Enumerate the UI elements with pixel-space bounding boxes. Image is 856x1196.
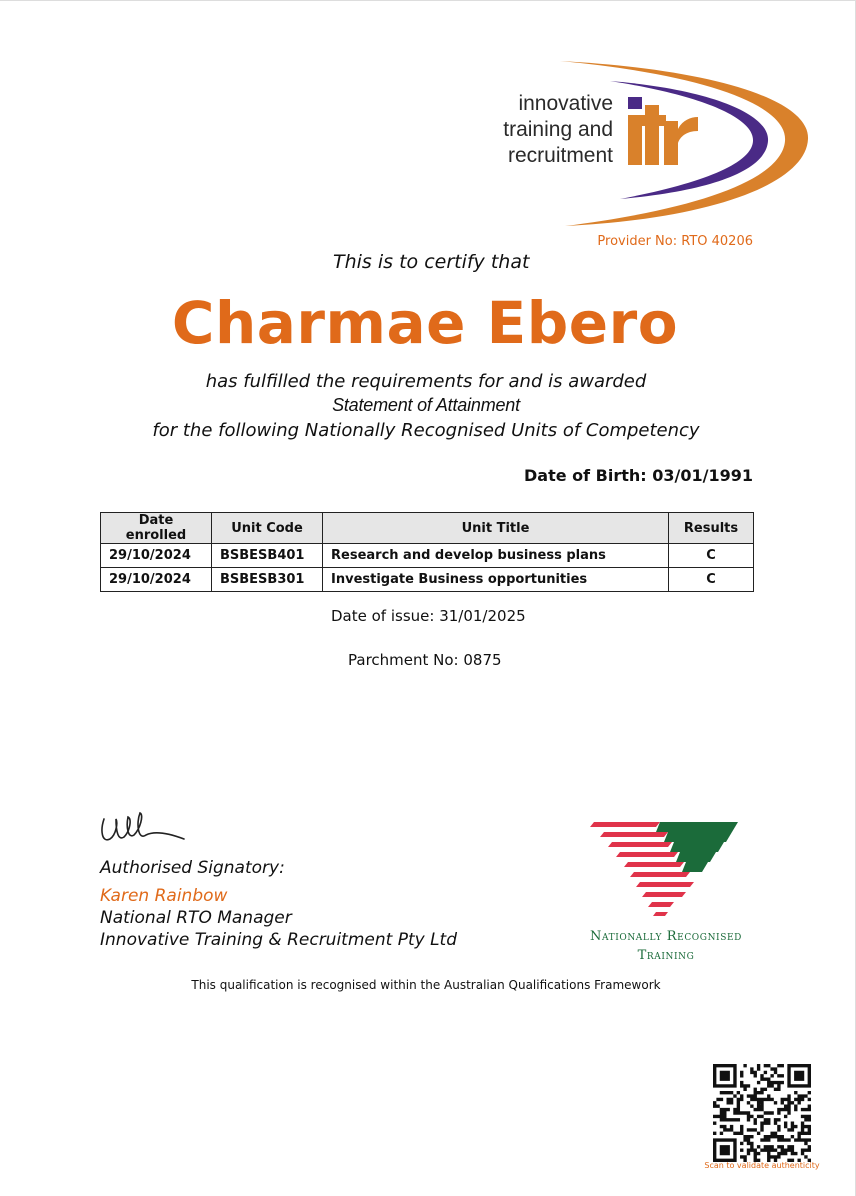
cell-date-enrolled: 29/10/2024 (101, 544, 212, 568)
cell-result: C (669, 544, 754, 568)
table-row (101, 544, 754, 568)
date-of-birth: Date of Birth: 03/01/1991 (524, 466, 753, 485)
table-header-row (101, 513, 754, 544)
parchment-number: Parchment No: 0875 (348, 651, 502, 669)
signatory-label: Authorised Signatory: (100, 858, 285, 878)
table-row (101, 568, 754, 592)
logo-line-3: recruitment (507, 144, 613, 167)
signatory-name: Karen Rainbow (100, 886, 228, 906)
signatory-org: Innovative Training & Recruitment Pty Ltd (100, 930, 458, 950)
column-header: Unit Code (212, 513, 323, 544)
qr-code-icon[interactable] (713, 1064, 811, 1162)
provider-number: Provider No: RTO 40206 (597, 234, 753, 249)
nrt-line-2: Training (637, 948, 695, 963)
award-title: Statement of Attainment (332, 395, 520, 415)
column-header: Results (669, 513, 754, 544)
nrt-wordmark (578, 927, 754, 965)
cell-unit-code: BSBESB401 (212, 544, 323, 568)
logo-line-1: innovative (518, 92, 613, 115)
qr-label: Scan to validate authenticity (704, 1161, 820, 1170)
cell-unit-code: BSBESB301 (212, 568, 323, 592)
aqf-note: This qualification is recognised within the Australian Qualifications Framework (191, 978, 661, 992)
award-line-1: has fulfilled the requirements for and is awarded (205, 371, 647, 392)
cell-result: C (669, 568, 754, 592)
nrt-line-1: Nationally Recognised (590, 929, 742, 944)
signatory-block (100, 857, 457, 951)
logo-line-2: training and (503, 118, 613, 141)
award-line-3: for the following Nationally Recognised Units of Competency (152, 420, 700, 441)
cell-date-enrolled: 29/10/2024 (101, 568, 212, 592)
cell-unit-title: Research and develop business plans (323, 544, 669, 568)
date-of-issue: Date of issue: 31/01/2025 (331, 607, 526, 625)
signatory-role: National RTO Manager (100, 908, 292, 928)
recipient-name: Charmae Ebero (171, 289, 679, 357)
nrt-logo-icon (590, 819, 740, 919)
signature-image (98, 809, 188, 849)
column-header: Unit Title (323, 513, 669, 544)
column-header: Date enrolled (101, 513, 212, 544)
itr-logo-icon (560, 59, 812, 231)
certify-text: This is to certify that (333, 251, 530, 273)
units-table (100, 512, 754, 592)
cell-unit-title: Investigate Business opportunities (323, 568, 669, 592)
